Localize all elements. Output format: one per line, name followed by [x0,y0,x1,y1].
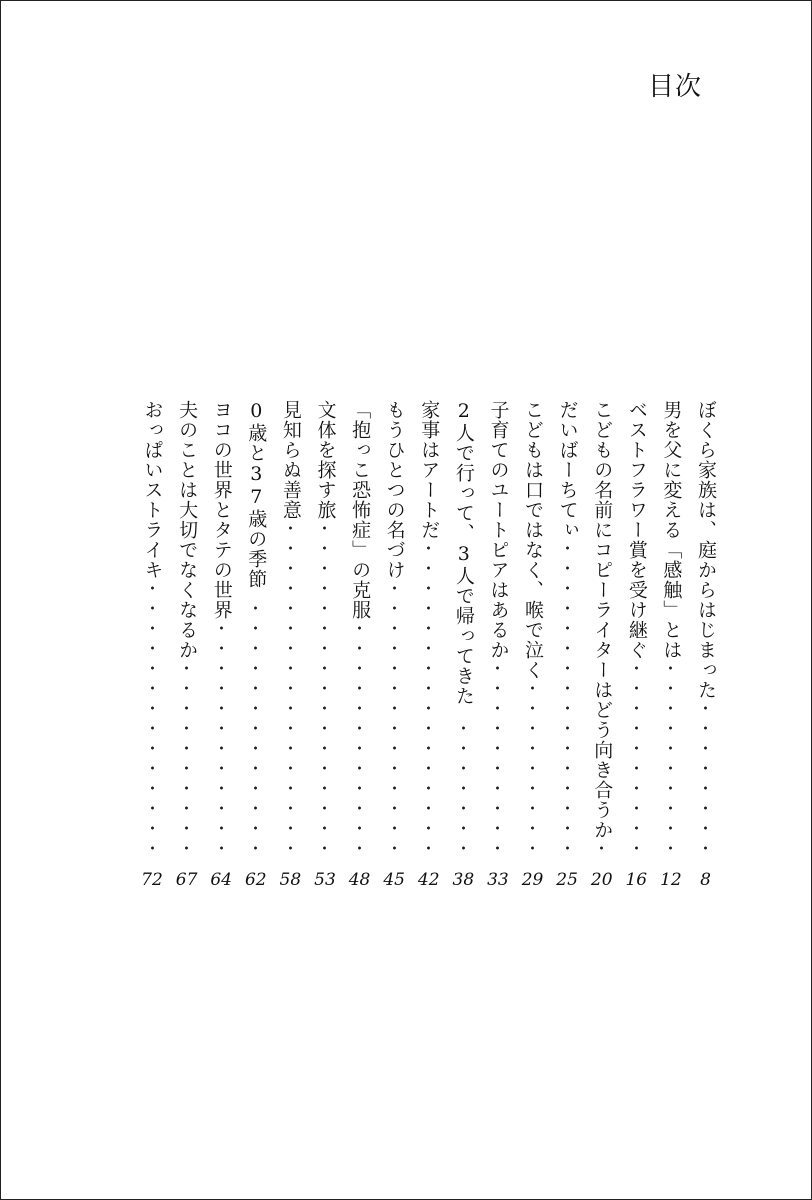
dot-leader [704,706,707,858]
dot-leader [358,626,361,858]
dot-leader [669,666,672,858]
page-title: 目次 [647,72,702,102]
toc-entry[interactable] [277,400,304,890]
toc-page-number: 33 [487,870,509,890]
dot-leader [462,712,465,858]
toc-entry[interactable] [450,400,477,890]
toc-entry-title: 子育てのユートピアはあるか [487,400,510,660]
toc-entry-title: ヨコの世界とタテの世界 [210,400,233,620]
toc-entry[interactable] [173,400,200,890]
toc-entry-title: 家事はアートだ [418,400,441,540]
toc-entry-title: 夫のことは大切でなくなるか [176,400,199,660]
toc-entry-title: おっぱいストライキ [141,400,164,580]
toc-entry-title: 「抱っこ恐怖症」の克服 [349,400,372,620]
toc-page-number: 16 [625,870,648,890]
dot-leader [427,546,430,858]
toc-page-number: 72 [141,870,163,890]
toc-page-number: 45 [383,870,405,890]
dot-leader [635,666,638,858]
toc-entry[interactable] [519,400,546,890]
toc-entry[interactable] [588,400,615,890]
toc-entry-title: もうひとつの名づけ [383,400,406,580]
toc-entry-title: 見知らぬ善意 [279,400,302,520]
dot-leader [323,526,326,858]
table-of-contents [139,400,720,890]
toc-page-number: 8 [700,870,711,890]
toc-entry[interactable] [242,400,269,890]
dot-leader [531,686,534,858]
toc-entry[interactable] [311,400,338,890]
toc-entry[interactable] [623,400,650,890]
toc-page-number: 62 [244,870,267,890]
toc-page-number: 48 [348,870,371,890]
toc-entry[interactable] [692,400,719,890]
toc-entry-title: ベストフラワー賞を受け継ぐ [625,400,648,660]
dot-leader [600,846,603,858]
dot-leader [566,546,569,858]
dot-leader [185,666,188,858]
dot-leader [254,595,257,858]
toc-entry[interactable] [139,400,166,890]
toc-entry-title: 0歳と37歳の季節 [245,400,268,589]
toc-entry-title: ぼくら家族は、庭からはじまった [695,400,717,700]
toc-page-number: 42 [417,870,440,890]
dot-leader [220,626,223,858]
toc-page-number: 20 [590,870,613,890]
toc-page-number: 29 [521,870,544,890]
toc-entry-title: 男を父に変える「感触」とは [660,400,683,660]
toc-entry-title: だいばーちてぃ [556,400,579,540]
toc-entry[interactable] [554,400,581,890]
dot-leader [496,666,499,858]
toc-entry[interactable] [484,400,511,890]
toc-entry-title: こどもは口ではなく、喉で泣く [522,400,545,680]
toc-entry-title: 文体を探す旅 [314,400,337,520]
toc-page-number: 25 [556,870,578,890]
toc-page-number: 38 [452,870,475,890]
toc-entry-title: こどもの名前にコピーライターはどう向き合うか [591,400,614,840]
toc-entry[interactable] [657,400,684,890]
dot-leader [151,586,154,858]
toc-entry-title: 2人で行って、3人で帰ってきた [452,400,475,706]
toc-entry[interactable] [381,400,408,890]
toc-page-number: 12 [660,870,682,890]
toc-entry[interactable] [208,400,235,890]
toc-entry[interactable] [346,400,373,890]
toc-page-number: 67 [175,870,198,890]
toc-page-number: 53 [314,870,336,890]
dot-leader [289,526,292,858]
toc-page-number: 58 [279,870,302,890]
toc-page-number: 64 [210,870,232,890]
toc-entry[interactable] [415,400,442,890]
dot-leader [393,586,396,858]
